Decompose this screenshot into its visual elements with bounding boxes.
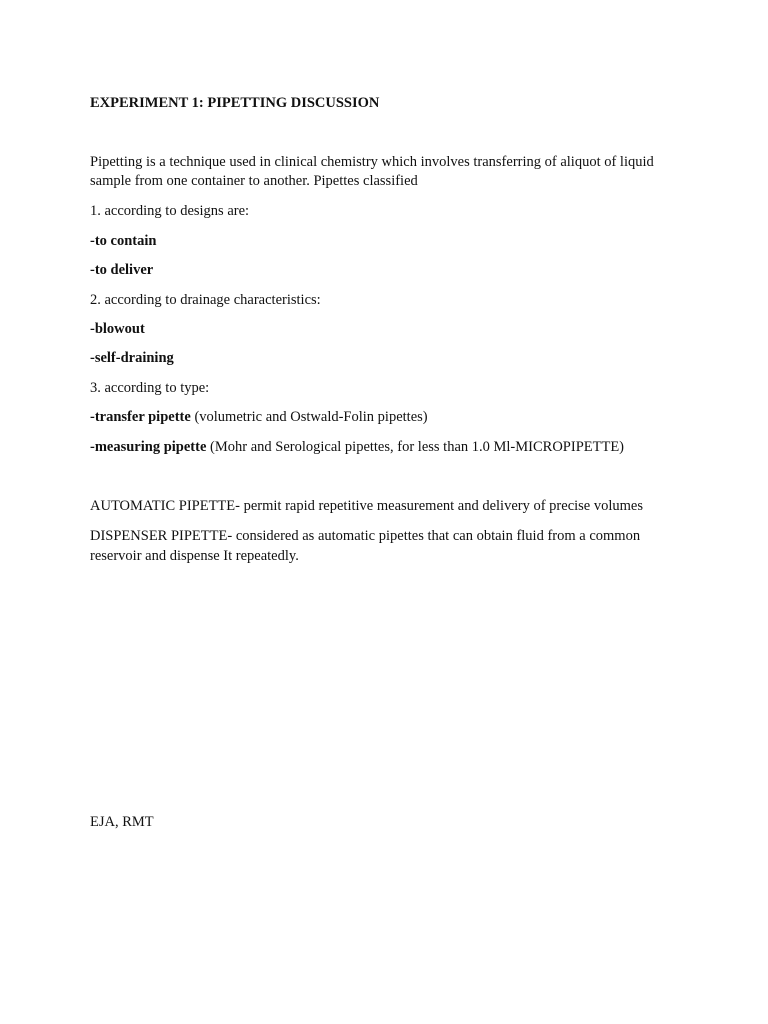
- section-1-item-to-contain: -to contain: [90, 233, 157, 249]
- dispenser-pipette-line-1: DISPENSER PIPETTE- considered as automatic pipettes that can obtain fluid from a common: [90, 528, 641, 544]
- section-2-item-blowout: -blowout: [90, 321, 145, 337]
- intro-paragraph-line-2: sample from one container to another. Pipettes classified: [90, 173, 418, 189]
- section-3-heading: 3. according to type:: [90, 380, 210, 396]
- document-title: EXPERIMENT 1: PIPETTING DISCUSSION: [90, 95, 380, 111]
- section-3-item-transfer-pipette: [90, 408, 428, 426]
- intro-paragraph-line-1: Pipetting is a technique used in clinical chemistry which involves transferring of aliquot of liquid: [90, 154, 654, 170]
- dispenser-pipette-line-2: reservoir and dispense It repeatedly.: [90, 548, 299, 564]
- section-1-heading: 1. according to designs are:: [90, 203, 250, 219]
- section-2-item-self-draining: -self-draining: [90, 350, 174, 366]
- automatic-pipette-paragraph: AUTOMATIC PIPETTE- permit rapid repetitive measurement and delivery of precise volumes: [90, 498, 643, 514]
- signature: EJA, RMT: [90, 814, 154, 830]
- section-3-item-measuring-pipette: [90, 438, 624, 456]
- section-2-heading: 2. according to drainage characteristics:: [90, 292, 321, 308]
- measuring-pipette-term: -measuring pipette: [90, 439, 207, 455]
- measuring-pipette-detail: (Mohr and Serological pipettes, for less than 1.0 Ml-MICROPIPETTE): [206, 439, 625, 455]
- section-1-item-to-deliver: -to deliver: [90, 262, 154, 278]
- transfer-pipette-term: -transfer pipette: [90, 409, 191, 425]
- transfer-pipette-detail: (volumetric and Ostwald-Folin pipettes): [190, 409, 428, 425]
